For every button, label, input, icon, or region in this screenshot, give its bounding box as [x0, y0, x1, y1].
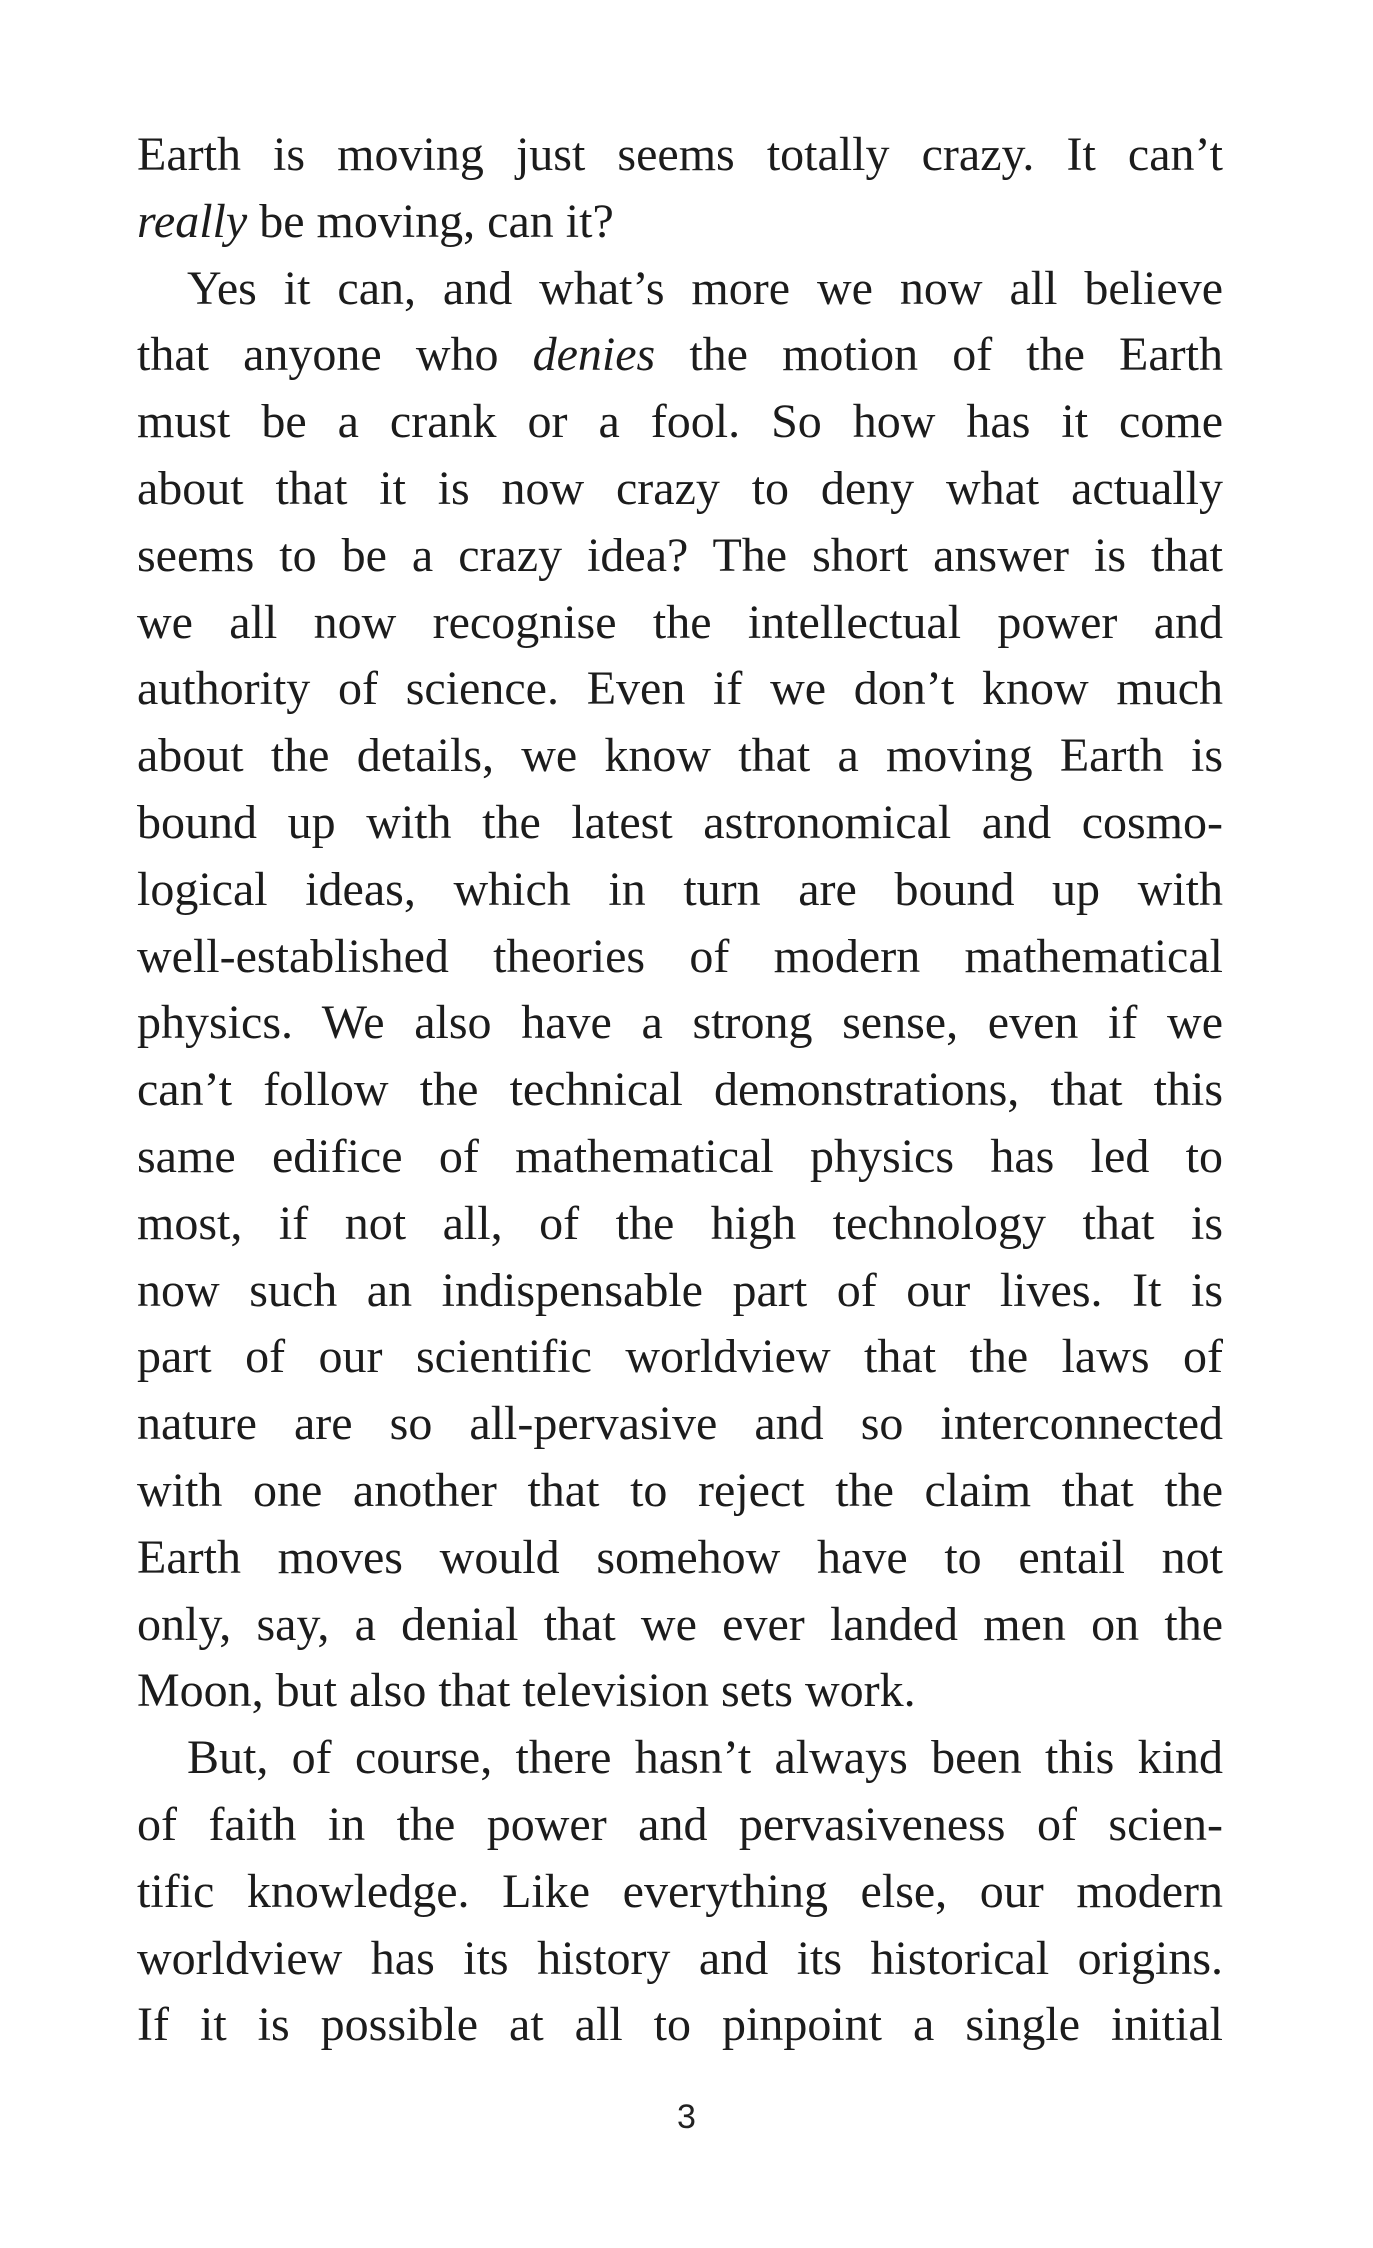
- text-run: must be a crank or a fool. So how has it come: [137, 395, 1223, 449]
- italic-text: denies: [532, 328, 656, 382]
- text-run: the motion of the Earth: [655, 328, 1224, 382]
- text-line: [137, 456, 1223, 523]
- text-line: [137, 1324, 1223, 1391]
- text-line: [137, 1391, 1223, 1458]
- text-run: most, if not all, of the high technology that is: [137, 1196, 1223, 1250]
- text-line: [137, 1926, 1223, 1993]
- text-line: [137, 1992, 1223, 2059]
- text-line: [137, 924, 1223, 991]
- paragraph: [137, 256, 1223, 1726]
- text-line: [137, 590, 1223, 657]
- text-run: bound up with the latest astronomical and cosmo-: [137, 795, 1223, 849]
- text-line: [137, 1124, 1223, 1191]
- text-run: of faith in the power and pervasiveness of scien-: [137, 1797, 1223, 1851]
- text-line: [137, 857, 1223, 924]
- paragraph: [137, 1725, 1223, 2059]
- text-line: [137, 990, 1223, 1057]
- text-run: Earth moves would somehow have to entail not: [137, 1530, 1223, 1584]
- text-run: nature are so all-pervasive and so interconnected: [137, 1397, 1223, 1451]
- text-run: authority of science. Even if we don’t know much: [137, 662, 1223, 716]
- text-line: [137, 322, 1223, 389]
- text-run: physics. We also have a strong sense, even if we: [137, 996, 1223, 1050]
- text-run: can’t follow the technical demonstrations, that this: [137, 1063, 1223, 1117]
- text-line: [137, 1725, 1223, 1792]
- text-line: [137, 723, 1223, 790]
- text-line: [137, 1458, 1223, 1525]
- text-line: [137, 256, 1223, 323]
- text-line: [137, 1057, 1223, 1124]
- text-run: about the details, we know that a moving Earth is: [137, 729, 1223, 783]
- text-run: only, say, a denial that we ever landed men on the: [137, 1597, 1223, 1651]
- text-run: now such an indispensable part of our lives. It is: [137, 1263, 1223, 1317]
- text-run: with one another that to reject the claim that the: [137, 1463, 1223, 1517]
- text-line: [137, 790, 1223, 857]
- text-line: [137, 189, 1223, 256]
- text-line: [137, 389, 1223, 456]
- text-run: But, of course, there hasn’t always been this kind: [187, 1731, 1223, 1785]
- text-run: logical ideas, which in turn are bound up with: [137, 862, 1223, 916]
- paragraph: [137, 122, 1223, 256]
- text-run: part of our scientific worldview that the laws of: [137, 1330, 1223, 1384]
- text-run: Moon, but also that television sets work.: [137, 1664, 916, 1718]
- text-line: [137, 122, 1223, 189]
- body-text: [137, 122, 1223, 2059]
- text-line: [137, 523, 1223, 590]
- text-line: [137, 1592, 1223, 1659]
- text-run: Yes it can, and what’s more we now all believe: [187, 261, 1223, 315]
- text-run: about that it is now crazy to deny what actually: [137, 461, 1223, 515]
- text-run: same edifice of mathematical physics has led to: [137, 1129, 1223, 1183]
- text-run: be moving, can it?: [247, 194, 614, 248]
- text-run: well-established theories of modern mathematical: [137, 929, 1223, 983]
- text-run: that anyone who: [137, 328, 533, 382]
- text-run: seems to be a crazy idea? The short answer is that: [137, 528, 1223, 582]
- text-run: tific knowledge. Like everything else, our modern: [137, 1864, 1223, 1918]
- text-line: [137, 1525, 1223, 1592]
- text-line: [137, 1658, 1223, 1725]
- italic-text: really: [137, 194, 248, 248]
- text-line: [137, 1859, 1223, 1926]
- text-run: Earth is moving just seems totally crazy. It can’t: [137, 128, 1223, 181]
- text-run: If it is possible at all to pinpoint a single initial: [137, 1998, 1223, 2052]
- text-run: we all now recognise the intellectual power and: [137, 595, 1223, 649]
- text-line: [137, 1792, 1223, 1859]
- text-run: worldview has its history and its historical origins.: [137, 1931, 1223, 1985]
- text-line: [137, 1258, 1223, 1325]
- text-line: [137, 1191, 1223, 1258]
- page-number: 3: [677, 2098, 696, 2136]
- text-line: [137, 656, 1223, 723]
